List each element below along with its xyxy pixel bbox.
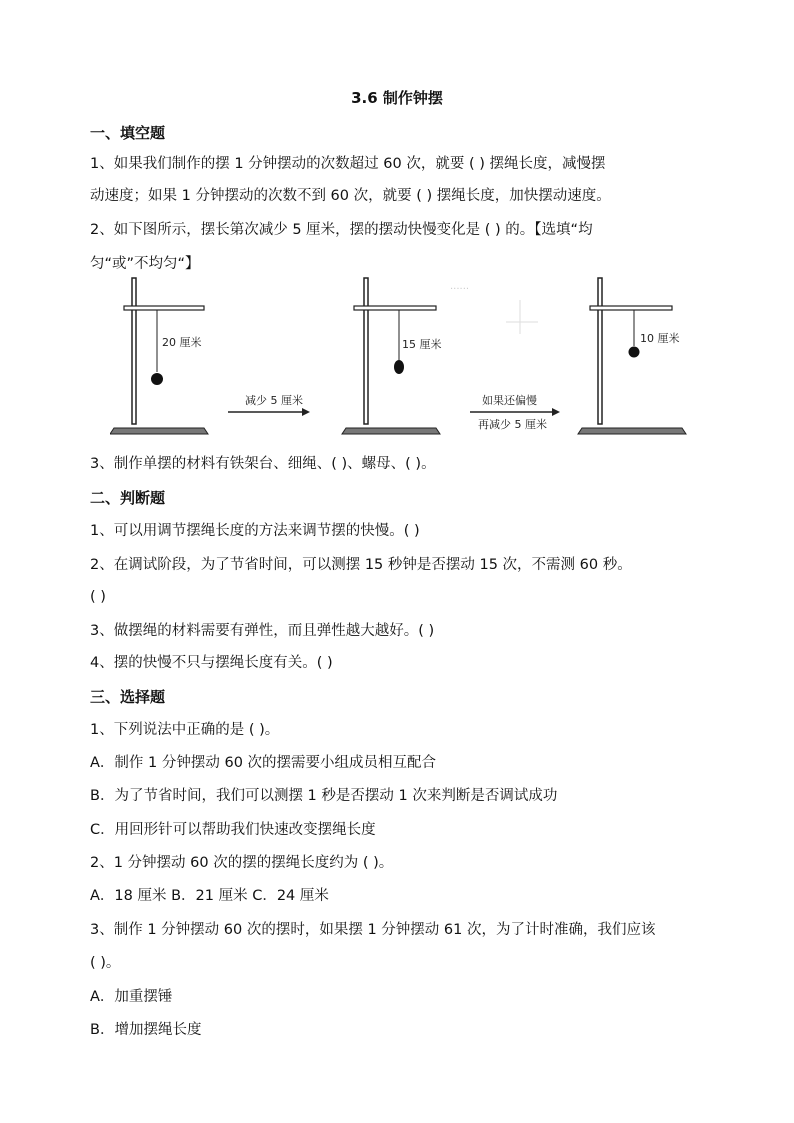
fill-q2-line2: 匀“或”不均匀“】	[90, 256, 200, 272]
judge-q2-line2: ( )	[90, 589, 106, 605]
pendulum-stand-3	[578, 278, 686, 434]
fill-q3: 3、制作单摆的材料有铁架台、细绳、( )、螺母、( )。	[90, 456, 436, 472]
choice-q3-line2: ( )。	[90, 955, 121, 971]
choice-q2: 2、1 分钟摆动 60 次的摆的摆绳长度约为 ( )。	[90, 855, 394, 871]
choice-q1-option-b: B．为了节省时间，我们可以测摆 1 秒是否摆动 1 次来判断是否调试成功	[90, 788, 558, 804]
section-fill-heading: 一、填空题	[90, 124, 166, 142]
arrow-reduce-2	[470, 393, 560, 431]
length-label-3: 10 厘米	[640, 332, 680, 345]
choice-q3-line1: 3、制作 1 分钟摆动 60 次的摆时，如果摆 1 分钟摆动 61 次，为了计时准确，我们应该	[90, 922, 656, 938]
choice-q1: 1、下列说法中正确的是 ( )。	[90, 722, 280, 738]
choice-q2-options: A．18 厘米 B．21 厘米 C．24 厘米	[90, 888, 329, 904]
judge-q4: 4、摆的快慢不只与摆绳长度有关。( )	[90, 655, 333, 671]
arrow-2-bottom-label: 再减少 5 厘米	[478, 418, 547, 431]
choice-q1-option-c: C．用回形针可以帮助我们快速改变摆绳长度	[90, 822, 376, 838]
pendulum-stand-1	[110, 278, 208, 434]
fill-q1-line1: 1、如果我们制作的摆 1 分钟摆动的次数超过 60 次，就要 ( ) 摆绳长度，减慢摆	[90, 156, 606, 172]
length-label-1: 20 厘米	[162, 336, 202, 349]
judge-q3: 3、做摆绳的材料需要有弹性，而且弹性越大越好。( )	[90, 623, 435, 639]
arrow-2-top-label: 如果还偏慢	[482, 394, 537, 407]
svg-text:······: ······	[450, 284, 470, 295]
choice-q3-option-b: B．增加摆绳长度	[90, 1022, 202, 1038]
judge-q1: 1、可以用调节摆绳长度的方法来调节摆的快慢。( )	[90, 523, 420, 539]
pendulum-bob-1	[151, 373, 163, 385]
arrow-1-label: 减少 5 厘米	[245, 394, 303, 407]
fill-q1-line2: 动速度；如果 1 分钟摆动的次数不到 60 次，就要 ( ) 摆绳长度，加快摆动速度。	[90, 188, 611, 204]
pendulum-bob-2	[394, 360, 404, 374]
fill-q2-line1: 2、如下图所示，摆长第次减少 5 厘米，摆的摆动快慢变化是 ( ) 的。【选填“均	[90, 222, 593, 238]
pendulum-bob-3	[629, 347, 640, 358]
length-label-2: 15 厘米	[402, 338, 442, 351]
section-judge-heading: 二、判断题	[90, 489, 166, 507]
choice-q1-option-a: A．制作 1 分钟摆动 60 次的摆需要小组成员相互配合	[90, 755, 437, 771]
pendulum-stand-2	[342, 278, 538, 434]
arrow-reduce-1	[228, 393, 310, 416]
pendulum-figure	[110, 272, 700, 442]
page-title: 3.6 制作钟摆	[351, 89, 443, 107]
judge-q2-line1: 2、在调试阶段，为了节省时间，可以测摆 15 秒钟是否摆动 15 次，不需测 60 秒。	[90, 557, 632, 573]
section-choice-heading: 三、选择题	[90, 688, 166, 706]
choice-q3-option-a: A．加重摆锤	[90, 989, 173, 1005]
